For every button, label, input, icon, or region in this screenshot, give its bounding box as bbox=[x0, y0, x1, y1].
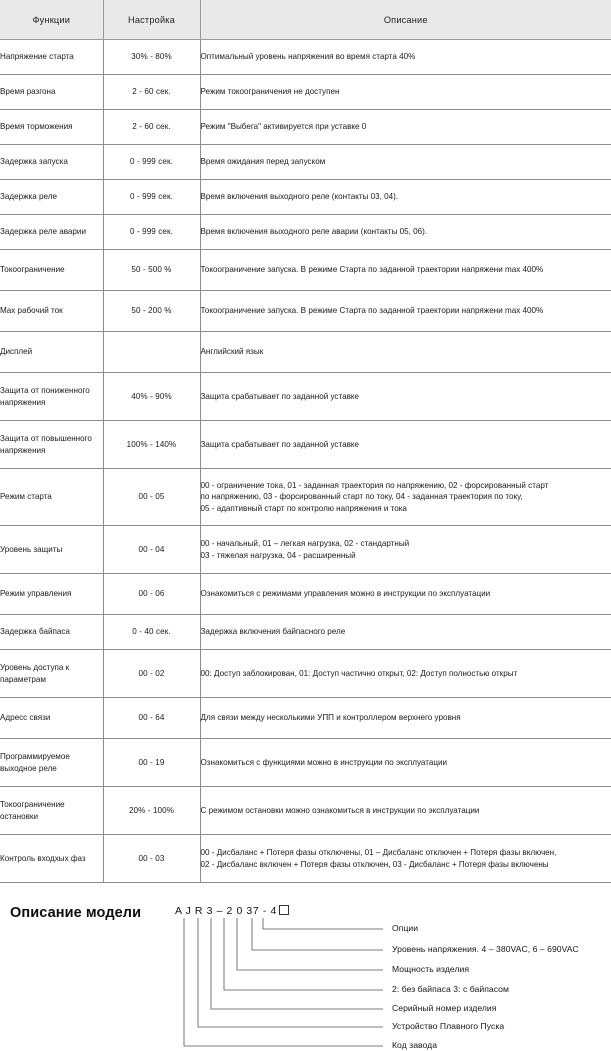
cell-description bbox=[200, 291, 611, 332]
cell-setting: 0 - 40 сек. bbox=[103, 615, 200, 650]
callout-label-options: Опции bbox=[392, 923, 418, 933]
cell-description bbox=[200, 40, 611, 75]
cell-function: Защита от пониженного напряжения bbox=[0, 373, 103, 421]
cell-function: Напряжение старта bbox=[0, 40, 103, 75]
cell-function: Max рабочий ток bbox=[0, 291, 103, 332]
description-line: С режимом остановки можно ознакомиться в инструкции по эксплуатации bbox=[201, 805, 611, 816]
description-line: Токоограничение запуска. В режиме Старта по заданной траектории напряжени max 400% bbox=[201, 305, 611, 316]
cell-function: Время торможения bbox=[0, 110, 103, 145]
description-line: 05 - адаптивный старт по контролю напряжения и тока bbox=[201, 503, 611, 514]
cell-function: Задержка запуска bbox=[0, 145, 103, 180]
cell-description bbox=[200, 835, 611, 883]
description-line: Английский язык bbox=[201, 346, 611, 357]
cell-description bbox=[200, 650, 611, 698]
cell-description bbox=[200, 110, 611, 145]
description-line: Ознакомиться с режимами управления можно в инструкции по эксплуатации bbox=[201, 588, 611, 599]
cell-setting: 100% - 140% bbox=[103, 421, 200, 469]
description-line: Оптимальный уровень напряжения во время старта 40% bbox=[201, 51, 611, 62]
cell-description bbox=[200, 739, 611, 787]
description-line: Режим токоограничения не доступен bbox=[201, 86, 611, 97]
description-line: Защита срабатывает по заданной уставке bbox=[201, 439, 611, 450]
cell-setting: 00 - 02 bbox=[103, 650, 200, 698]
cell-setting: 0 - 999 сек. bbox=[103, 180, 200, 215]
callout-label-voltage-level: Уровень напряжения. 4 – 380VAC, 6 – 690VAC bbox=[392, 944, 579, 954]
description-line: 00 - Дисбаланс + Потеря фазы отключены, 01 – Дисбаланс отключен + Потеря фазы включен, bbox=[201, 847, 611, 858]
cell-setting: 0 - 999 сек. bbox=[103, 145, 200, 180]
table-row bbox=[0, 469, 611, 526]
callout-label-power: Мощность изделия bbox=[392, 964, 469, 974]
description-line: Токоограничение запуска. В режиме Старта по заданной траектории напряжени max 400% bbox=[201, 264, 611, 275]
cell-function: Режим старта bbox=[0, 469, 103, 526]
cell-description bbox=[200, 787, 611, 835]
cell-setting: 00 - 05 bbox=[103, 469, 200, 526]
callout-leader-lines bbox=[0, 891, 611, 1051]
cell-function: Контроль входхых фаз bbox=[0, 835, 103, 883]
description-line: Режим "Выбега" активируется при уставке 0 bbox=[201, 121, 611, 132]
cell-setting: 00 - 03 bbox=[103, 835, 200, 883]
cell-function: Защита от повышенного напряжения bbox=[0, 421, 103, 469]
table-row bbox=[0, 650, 611, 698]
callout-label-serial: Серийный номер изделия bbox=[392, 1003, 497, 1013]
cell-setting bbox=[103, 332, 200, 373]
cell-description bbox=[200, 469, 611, 526]
table-row bbox=[0, 526, 611, 574]
table-header-row bbox=[0, 0, 611, 40]
cell-function: Дисплей bbox=[0, 332, 103, 373]
table-row bbox=[0, 787, 611, 835]
column-header-description: Описание bbox=[200, 0, 611, 40]
description-line: 03 - тяжелая нагрузка, 04 - расширенный bbox=[201, 550, 611, 561]
model-description-section bbox=[0, 891, 611, 1051]
table-row bbox=[0, 75, 611, 110]
cell-setting: 40% - 90% bbox=[103, 373, 200, 421]
cell-description bbox=[200, 332, 611, 373]
table-row bbox=[0, 739, 611, 787]
cell-function: Время разгона bbox=[0, 75, 103, 110]
callout-label-factory-code: Код завода bbox=[392, 1040, 437, 1050]
model-code-text: A J R 3 – 2 0 37 - 4 bbox=[175, 905, 277, 917]
cell-description bbox=[200, 615, 611, 650]
cell-setting: 00 - 04 bbox=[103, 526, 200, 574]
table-row bbox=[0, 250, 611, 291]
cell-description bbox=[200, 250, 611, 291]
cell-description bbox=[200, 215, 611, 250]
description-line: 00: Доступ заблокирован, 01: Доступ частично открыт, 02: Доступ полностью открыт bbox=[201, 668, 611, 679]
description-line: Время включения выходного реле аварии (контакты 05, 06). bbox=[201, 226, 611, 237]
description-line: 02 - Дисбаланс включен + Потеря фазы отключен, 03 - Дисбаланс + Потеря фазы включены bbox=[201, 859, 611, 870]
cell-setting: 2 - 60 сек. bbox=[103, 110, 200, 145]
callout-label-device: Устройство Плавного Пуска bbox=[392, 1021, 504, 1031]
cell-setting: 00 - 06 bbox=[103, 574, 200, 615]
table-row bbox=[0, 332, 611, 373]
description-line: по напряжению, 03 - форсированный старт по току, 04 - заданная траектория по току, bbox=[201, 491, 611, 502]
description-line: 00 - начальный, 01 – легкая нагрузка, 02 - стандартный bbox=[201, 538, 611, 549]
cell-function: Токоограничение остановки bbox=[0, 787, 103, 835]
cell-function: Уровень доступа к параметрам bbox=[0, 650, 103, 698]
cell-function: Задержка реле аварии bbox=[0, 215, 103, 250]
table-row bbox=[0, 615, 611, 650]
cell-setting: 0 - 999 сек. bbox=[103, 215, 200, 250]
description-line: Для связи между несколькими УПП и контроллером верхнего уровня bbox=[201, 712, 611, 723]
cell-function: Токоограничение bbox=[0, 250, 103, 291]
table-row bbox=[0, 291, 611, 332]
table-row bbox=[0, 40, 611, 75]
cell-description bbox=[200, 145, 611, 180]
description-line: 00 - ограничение тока, 01 - заданная траектория по напряжению, 02 - форсированный старт bbox=[201, 480, 611, 491]
cell-description bbox=[200, 180, 611, 215]
cell-description bbox=[200, 526, 611, 574]
callout-label-bypass: 2: без байпаса 3: с байпасом bbox=[392, 984, 509, 994]
description-line: Время включения выходного реле (контакты 03, 04). bbox=[201, 191, 611, 202]
cell-function: Адресс связи bbox=[0, 698, 103, 739]
cell-description bbox=[200, 574, 611, 615]
table-row bbox=[0, 180, 611, 215]
cell-setting: 50 - 200 % bbox=[103, 291, 200, 332]
cell-setting: 2 - 60 сек. bbox=[103, 75, 200, 110]
cell-setting: 00 - 19 bbox=[103, 739, 200, 787]
description-line: Защита срабатывает по заданной уставке bbox=[201, 391, 611, 402]
cell-function: Режим управления bbox=[0, 574, 103, 615]
table-header bbox=[0, 0, 611, 40]
description-line: Ознакомиться с функциями можно в инструкции по эксплуатации bbox=[201, 757, 611, 768]
cell-setting: 20% - 100% bbox=[103, 787, 200, 835]
table-row bbox=[0, 421, 611, 469]
column-header-setting: Настройка bbox=[103, 0, 200, 40]
table-row bbox=[0, 574, 611, 615]
cell-setting: 30% - 80% bbox=[103, 40, 200, 75]
cell-setting: 00 - 64 bbox=[103, 698, 200, 739]
model-description-title: Описание модели bbox=[10, 905, 141, 921]
table-row bbox=[0, 373, 611, 421]
cell-description bbox=[200, 421, 611, 469]
column-header-function: Функции bbox=[0, 0, 103, 40]
table-body bbox=[0, 40, 611, 883]
table-row bbox=[0, 698, 611, 739]
table-row bbox=[0, 215, 611, 250]
cell-function: Уровень защиты bbox=[0, 526, 103, 574]
description-line: Задержка включения байпасного реле bbox=[201, 626, 611, 637]
cell-function: Задержка байпаса bbox=[0, 615, 103, 650]
description-line: Время ожидания перед запуском bbox=[201, 156, 611, 167]
cell-function: Задержка реле bbox=[0, 180, 103, 215]
cell-description bbox=[200, 75, 611, 110]
cell-setting: 50 - 500 % bbox=[103, 250, 200, 291]
table-row bbox=[0, 835, 611, 883]
table-row bbox=[0, 110, 611, 145]
cell-description bbox=[200, 698, 611, 739]
table-row bbox=[0, 145, 611, 180]
cell-description bbox=[200, 373, 611, 421]
cell-function: Программируемое выходное реле bbox=[0, 739, 103, 787]
